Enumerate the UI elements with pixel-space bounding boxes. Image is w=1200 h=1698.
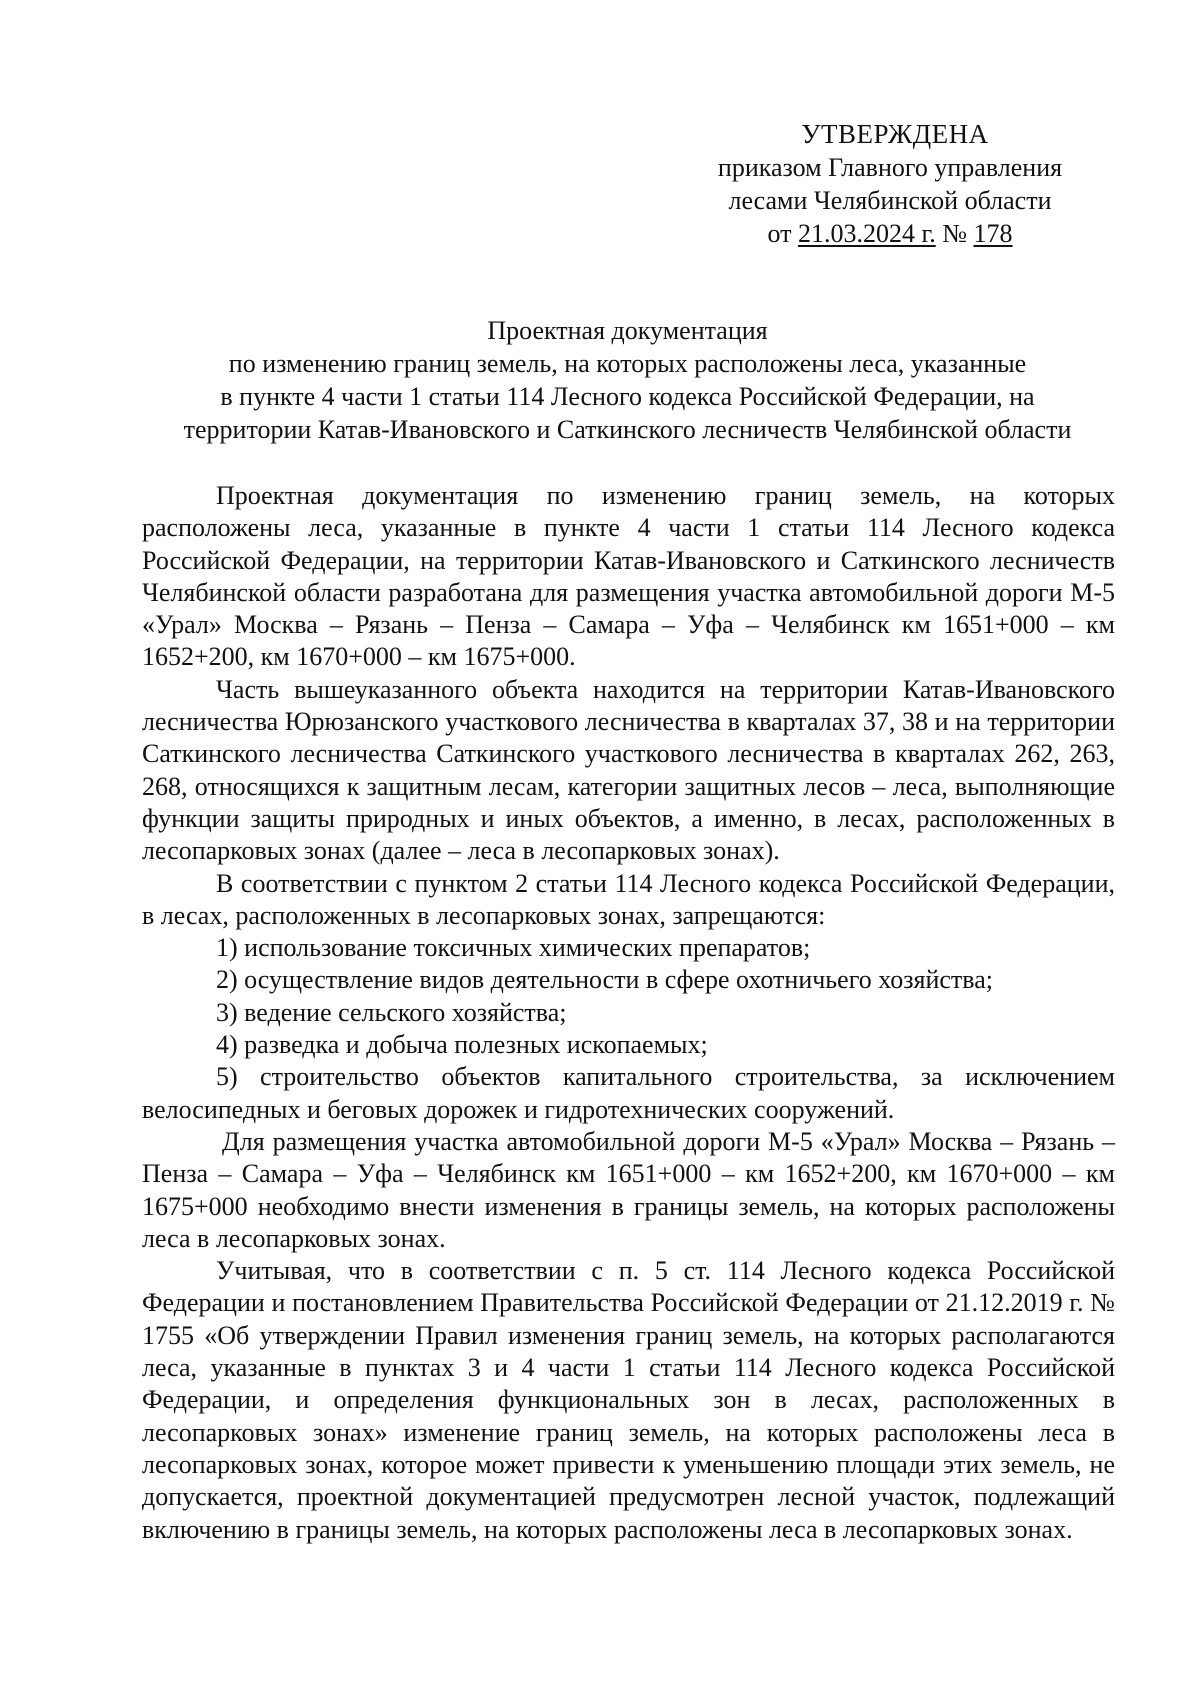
paragraph-3: В соответствии с пунктом 2 статьи 114 Лесного кодекса Российской Федерации, в лесах, расположенных в лесопарковых зонах, запрещаются: (142, 868, 1115, 930)
list-item-4: 4) разведка и добыча полезных ископаемых; (216, 1030, 708, 1060)
approval-line-1: приказом Главного управления (717, 153, 1063, 182)
title-line-4: территории Катав-Ивановского и Саткинского лесничеств Челябинской области (183, 415, 1072, 444)
paragraph-1: Проектная документация по изменению границ земель, на которых расположены леса, указанные в пункте 4 части 1 статьи 114 Лесного кодекса Российской Федерации, на территории Катав-Ивановского и Саткинского лесничеств Челябинской области разработана для размещения участка автомобильной дороги М-5 «Урал» Москва – Рязань – Пенза – Самара – Уфа – Челябинск км 1651+000 – км 1652+200, км 1670+000 – км 1675+000. (142, 481, 1115, 672)
list-item-5: 5) строительство объектов капитального строительства, за исключением велосипедных и беговых дорожек и гидротехнических сооружений. (142, 1062, 1115, 1124)
paragraph-5: Учитывая, что в соответствии с п. 5 ст. 114 Лесного кодекса Российской Федерации и постановлением Правительства Российской Федерации от 21.12.2019 г. № 1755 «Об утверждении Правил изменения границ земель, на которых располагаются леса, указанные в пунктах 3 и 4 части 1 статьи 114 Лесного кодекса Российской Федерации, и определения функциональных зон в лесах, расположенных в лесопарковых зонах» изменение границ земель, на которых расположены леса в лесопарковых зонах, которое может привести к уменьшению площади этих земель, не допускается, проектной документацией предусмотрен лесной участок, подлежащий включению в границы земель, на которых расположены леса в лесопарковых зонах. (142, 1256, 1115, 1544)
approval-number-sign: № (935, 219, 974, 248)
paragraph-4: Для размещения участка автомобильной дороги М-5 «Урал» Москва – Рязань – Пенза – Самара – Уфа – Челябинск км 1651+000 – км 1652+200, км 1670+000 – км 1675+000 необходимо внести изменения в границы земель, на которых расположены леса в лесопарковых зонах. (142, 1126, 1115, 1253)
approval-heading: УТВЕРЖДЕНА (801, 119, 989, 149)
list-item-1: 1) использование токсичных химических препаратов; (216, 933, 811, 963)
approval-date-prefix: от (767, 219, 798, 248)
title-line-3: в пункте 4 части 1 статьи 114 Лесного кодекса Российской Федерации, на (220, 382, 1035, 411)
approval-date-line (660, 217, 1120, 250)
title-line-2: по изменению границ земель, на которых расположены леса, указанные (228, 349, 1027, 378)
approval-stamp (660, 118, 1120, 250)
approval-date: 21.03.2024 г. (797, 219, 936, 248)
list-item-2: 2) осуществление видов деятельности в сфере охотничьего хозяйства; (216, 965, 993, 995)
approval-number: 178 (973, 219, 1013, 248)
title-line-1: Проектная документация (487, 316, 768, 345)
paragraph-2: Часть вышеуказанного объекта находится на территории Катав-Ивановского лесничества Юрюзанского участкового лесничества в кварталах 37, 38 и на территории Саткинского лесничества Саткинского участкового лесничества в кварталах 262, 263, 268, относящихся к защитным лесам, категории защитных лесов – леса, выполняющие функции защиты природных и иных объектов, а именно, в лесах, расположенных в лесопарковых зонах (далее – леса в лесопарковых зонах). (142, 674, 1115, 866)
list-item-3: 3) ведение сельского хозяйства; (216, 997, 567, 1027)
document-body (142, 480, 1115, 1546)
document-title (140, 314, 1115, 446)
approval-line-2: лесами Челябинской области (728, 186, 1052, 215)
